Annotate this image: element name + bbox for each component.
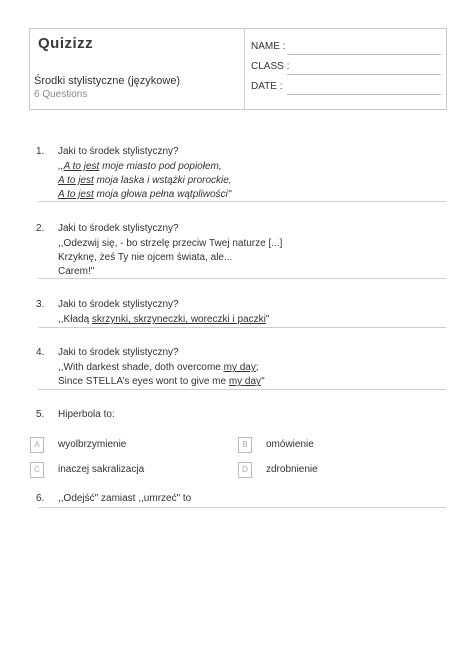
answer-line	[38, 389, 446, 390]
question-number: 6.	[36, 493, 45, 504]
question-count: 6 Questions	[34, 89, 88, 100]
name-line	[287, 54, 441, 55]
question-quote: ,,A to jest moje miasto pod popiołem, A to jest moja laska i wstążki prorockie, A to jest moja głowa pełna wątpliwości"	[58, 161, 232, 200]
name-field[interactable]	[251, 41, 441, 55]
date-line	[287, 94, 441, 95]
question-number: 3.	[36, 299, 45, 310]
option-letter-box: D	[238, 462, 252, 478]
answer-line	[38, 327, 446, 328]
option-letter-box: B	[238, 437, 252, 453]
question-prompt: ,,Odejść" zamiast ,,umrzeć" to	[58, 493, 192, 504]
question-prompt: Jaki to środek stylistyczny?	[58, 347, 179, 358]
class-label: CLASS :	[251, 61, 290, 72]
worksheet-title: Środki stylistyczne (językowe)	[34, 75, 181, 87]
option-text: wyolbrzymienie	[58, 439, 127, 450]
header-divider	[244, 29, 245, 109]
worksheet-header	[29, 28, 447, 110]
question-prompt: Jaki to środek stylistyczny?	[58, 299, 179, 310]
question-quote: ,,Odezwij się, - bo strzelę przeciw Twej naturze [...] Krzyknę, żeś Ty nie ojcem świata, ale... Carem!"	[58, 238, 283, 277]
answer-line	[38, 201, 446, 202]
question-number: 5.	[36, 409, 45, 420]
class-field[interactable]	[251, 61, 441, 75]
question-number: 4.	[36, 347, 45, 358]
question-prompt: Jaki to środek stylistyczny?	[58, 223, 179, 234]
question-quote: ,,Kładą skrzynki, skrzyneczki, woreczki i paczki"	[58, 314, 270, 325]
date-field[interactable]	[251, 81, 441, 95]
class-line	[287, 74, 441, 75]
option-text: zdrobnienie	[266, 464, 318, 475]
name-label: NAME :	[251, 41, 286, 52]
question-number: 1.	[36, 146, 45, 157]
date-label: DATE :	[251, 81, 283, 92]
question-number: 2.	[36, 223, 45, 234]
option-letter-box: C	[30, 462, 44, 478]
question-prompt: Jaki to środek stylistyczny?	[58, 146, 179, 157]
option-letter-box: A	[30, 437, 44, 453]
option-text: inaczej sakralizacja	[58, 464, 145, 475]
option-text: omówienie	[266, 439, 314, 450]
question-quote: ,,With darkest shade, doth overcome my day; Since STELLA’s eyes wont to give me my day"	[58, 362, 265, 387]
answer-line	[38, 278, 446, 279]
quizizz-logo: Quizizz	[38, 35, 94, 52]
answer-line	[38, 507, 446, 508]
question-prompt: Hiperbola to:	[58, 409, 115, 420]
